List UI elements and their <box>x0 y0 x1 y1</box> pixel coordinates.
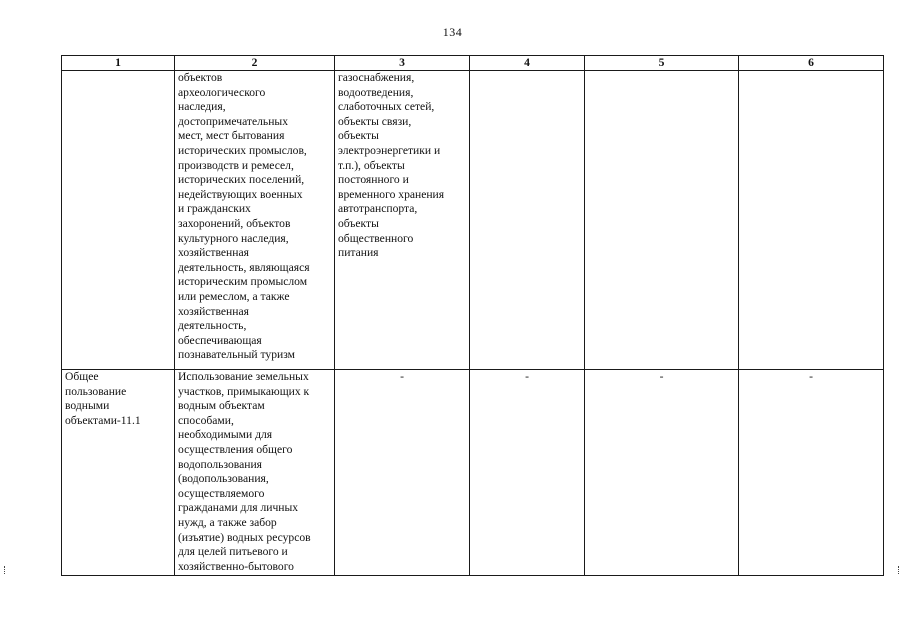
table-cell <box>62 370 175 576</box>
scan-edge-mark <box>4 566 7 574</box>
scan-edge-mark <box>898 566 901 574</box>
table-row <box>62 71 884 370</box>
table-cell <box>175 71 335 370</box>
column-header-6: 6 <box>739 56 884 71</box>
page-number: 134 <box>442 25 463 39</box>
cell-text: Общее пользование водными объектами-11.1 <box>65 370 141 427</box>
table-cell <box>470 370 585 576</box>
table-cell <box>585 71 739 370</box>
table-row <box>62 370 884 576</box>
cell-dash: - <box>400 370 404 383</box>
table-cell <box>62 71 175 370</box>
table-cell <box>739 370 884 576</box>
column-header-5: 5 <box>585 56 739 71</box>
column-header-4: 4 <box>470 56 585 71</box>
table-cell <box>585 370 739 576</box>
cell-dash: - <box>659 370 664 383</box>
table-cell <box>335 71 470 370</box>
cell-dash: - <box>525 370 529 383</box>
cell-dash: - <box>809 370 813 383</box>
cell-text: газоснабжения, водоотведения, слаботочных сетей, объекты связи, объекты электроэнергетики и т.п.), объекты постоянного и временного хранения автотранспорта, объекты общественного питания <box>338 71 445 260</box>
cell-text: Использование земельных участков, примыкающих к водным объектам способами, необходимыми для осуществления общего водопользования (водопользования, осуществляемого гражданами для личных нужд, а также забор (изъятие) водных ресурсов для целей питьевого и хозяйственно-бытового <box>178 370 311 573</box>
cell-text: объектов археологического наследия, достопримечательных мест, мест бытования исторических промыслов, производств и ремесел, исторических поселений, недействующих военных и гражданских захоронений, объектов культурного наследия, хозяйственная деятельность, являющаяся историческим промыслом или ремеслом, а также хозяйственная деятельность, обеспечивающая познавательный туризм <box>178 71 310 362</box>
table-cell <box>335 370 470 576</box>
table-cell <box>175 370 335 576</box>
table-cell <box>739 71 884 370</box>
column-header-1: 1 <box>62 56 175 71</box>
regulations-table <box>61 55 884 576</box>
column-header-3: 3 <box>335 56 470 71</box>
column-header-2: 2 <box>175 56 335 71</box>
table-header-row <box>62 56 884 71</box>
table-cell <box>470 71 585 370</box>
